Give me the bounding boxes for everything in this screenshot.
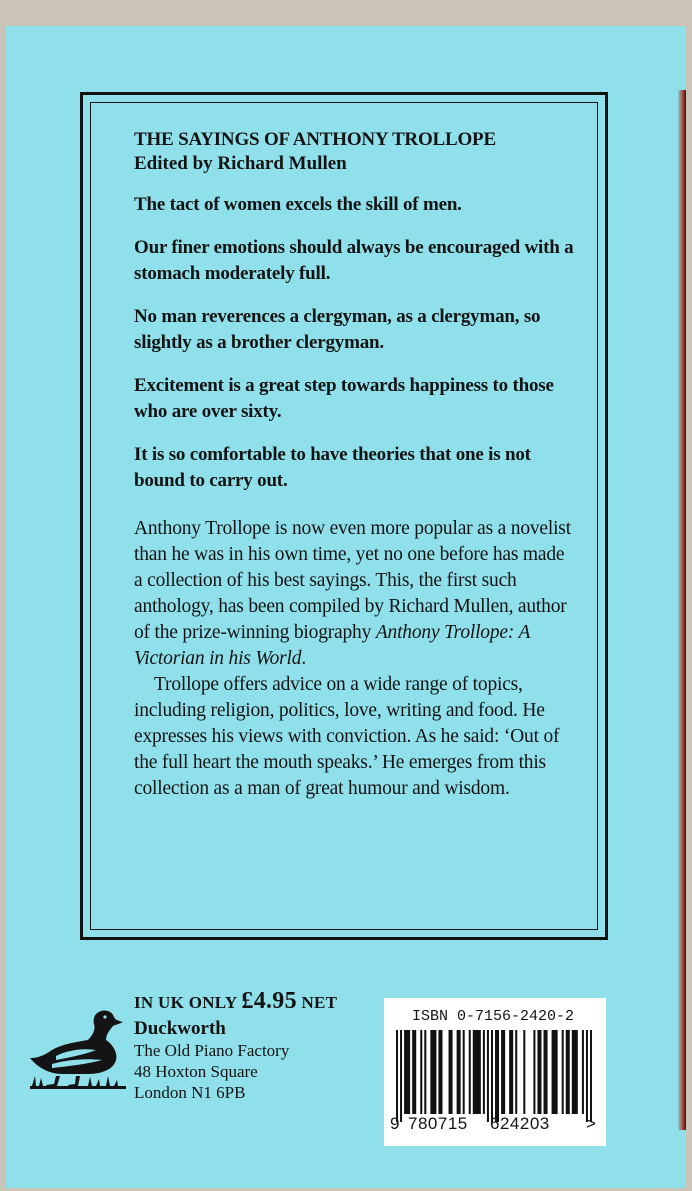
ean-quiet-zone-marker: > xyxy=(586,1114,596,1133)
barcode-bar xyxy=(438,1030,442,1114)
barcode-bar xyxy=(501,1030,505,1114)
barcode-bar xyxy=(572,1030,578,1114)
price-suffix: NET xyxy=(301,993,338,1012)
barcode-bar xyxy=(420,1030,422,1114)
barcode-bar xyxy=(566,1030,570,1114)
barcode-bar xyxy=(396,1030,398,1122)
biography-title: Anthony Trollope: A Victorian in his World xyxy=(134,622,530,669)
barcode-bar xyxy=(523,1030,525,1114)
isbn-number: ISBN 0-7156-2420-2 xyxy=(412,1008,575,1025)
publisher-address-line-3: London N1 6PB xyxy=(134,1083,246,1102)
quote-4: Excitement is a great step towards happiness to those who are over sixty. xyxy=(134,375,554,422)
barcode-bar xyxy=(495,1030,499,1122)
publisher-block xyxy=(134,1018,374,1103)
barcode-bar xyxy=(515,1030,517,1114)
barcode-bar xyxy=(449,1030,453,1114)
quote-1: The tact of women excels the skill of men. xyxy=(134,194,462,215)
spine-edge xyxy=(678,90,686,1130)
publisher-address-line-2: 48 Hoxton Square xyxy=(134,1062,258,1081)
barcode-bar xyxy=(491,1030,493,1122)
ean-right-group: 624203 xyxy=(490,1114,550,1133)
barcode-bar xyxy=(483,1030,485,1114)
barcode-bar xyxy=(562,1030,564,1114)
quote-3: No man reverences a clergyman, as a clergyman, so slightly as a brother clergyman. xyxy=(134,306,541,353)
barcode-bar xyxy=(430,1030,436,1114)
duck-icon xyxy=(26,1000,126,1092)
price-prefix: IN UK ONLY xyxy=(134,993,237,1012)
barcode-bar xyxy=(586,1030,588,1122)
barcode-bar xyxy=(424,1030,426,1114)
barcode-bar xyxy=(469,1030,471,1114)
ean-left-group: 780715 xyxy=(408,1114,468,1133)
barcode-bar xyxy=(582,1030,584,1114)
barcode-label xyxy=(384,998,606,1146)
blurb-text: Anthony Trollope is now even more popular as a novelist than he was in his own time, yet no one before has made a collection of his best sayings. This, the first such anthology, has been compiled by Richard Mullen, author of the prize-winning biography xyxy=(134,518,571,643)
blurb-paragraph-2: Trollope offers advice on a wide range of topics, including religion, politics, love, writing and food. He expresses his views with conviction. As he said: ‘Out of the full heart the mouth speaks.’ He emerges from this collection as a man of great humour and wisdom. xyxy=(134,674,560,799)
blurb-paragraph-1 xyxy=(134,516,574,672)
frame-content xyxy=(134,128,574,802)
book-title: THE SAYINGS OF ANTHONY TROLLOPE xyxy=(134,129,496,150)
publisher-address-line-1: The Old Piano Factory xyxy=(134,1041,290,1060)
barcode-bar xyxy=(487,1030,489,1122)
barcode-bar xyxy=(463,1030,465,1114)
barcode-bar xyxy=(473,1030,481,1114)
barcode-bar xyxy=(590,1030,592,1122)
price-amount: £4.95 xyxy=(241,988,297,1014)
barcode-bar xyxy=(457,1030,461,1114)
barcode-bar xyxy=(537,1030,541,1114)
barcode-bar xyxy=(404,1030,410,1114)
ean-first-digit: 9 xyxy=(390,1114,400,1133)
blurb-period: . xyxy=(301,648,307,669)
barcode-bar xyxy=(400,1030,402,1122)
barcode-bar xyxy=(552,1030,558,1114)
barcode-bar xyxy=(544,1030,548,1114)
publisher-name: Duckworth xyxy=(134,1018,226,1039)
price-line xyxy=(134,988,337,1015)
barcode-icon xyxy=(396,1030,592,1122)
barcode-bar xyxy=(509,1030,513,1114)
barcode-bar xyxy=(412,1030,416,1114)
quote-5: It is so comfortable to have theories that one is not bound to carry out. xyxy=(134,444,531,491)
barcode-bar xyxy=(533,1030,535,1114)
book-editor: Edited by Richard Mullen xyxy=(134,153,347,174)
quote-2: Our finer emotions should always be encouraged with a stomach moderately full. xyxy=(134,237,574,284)
